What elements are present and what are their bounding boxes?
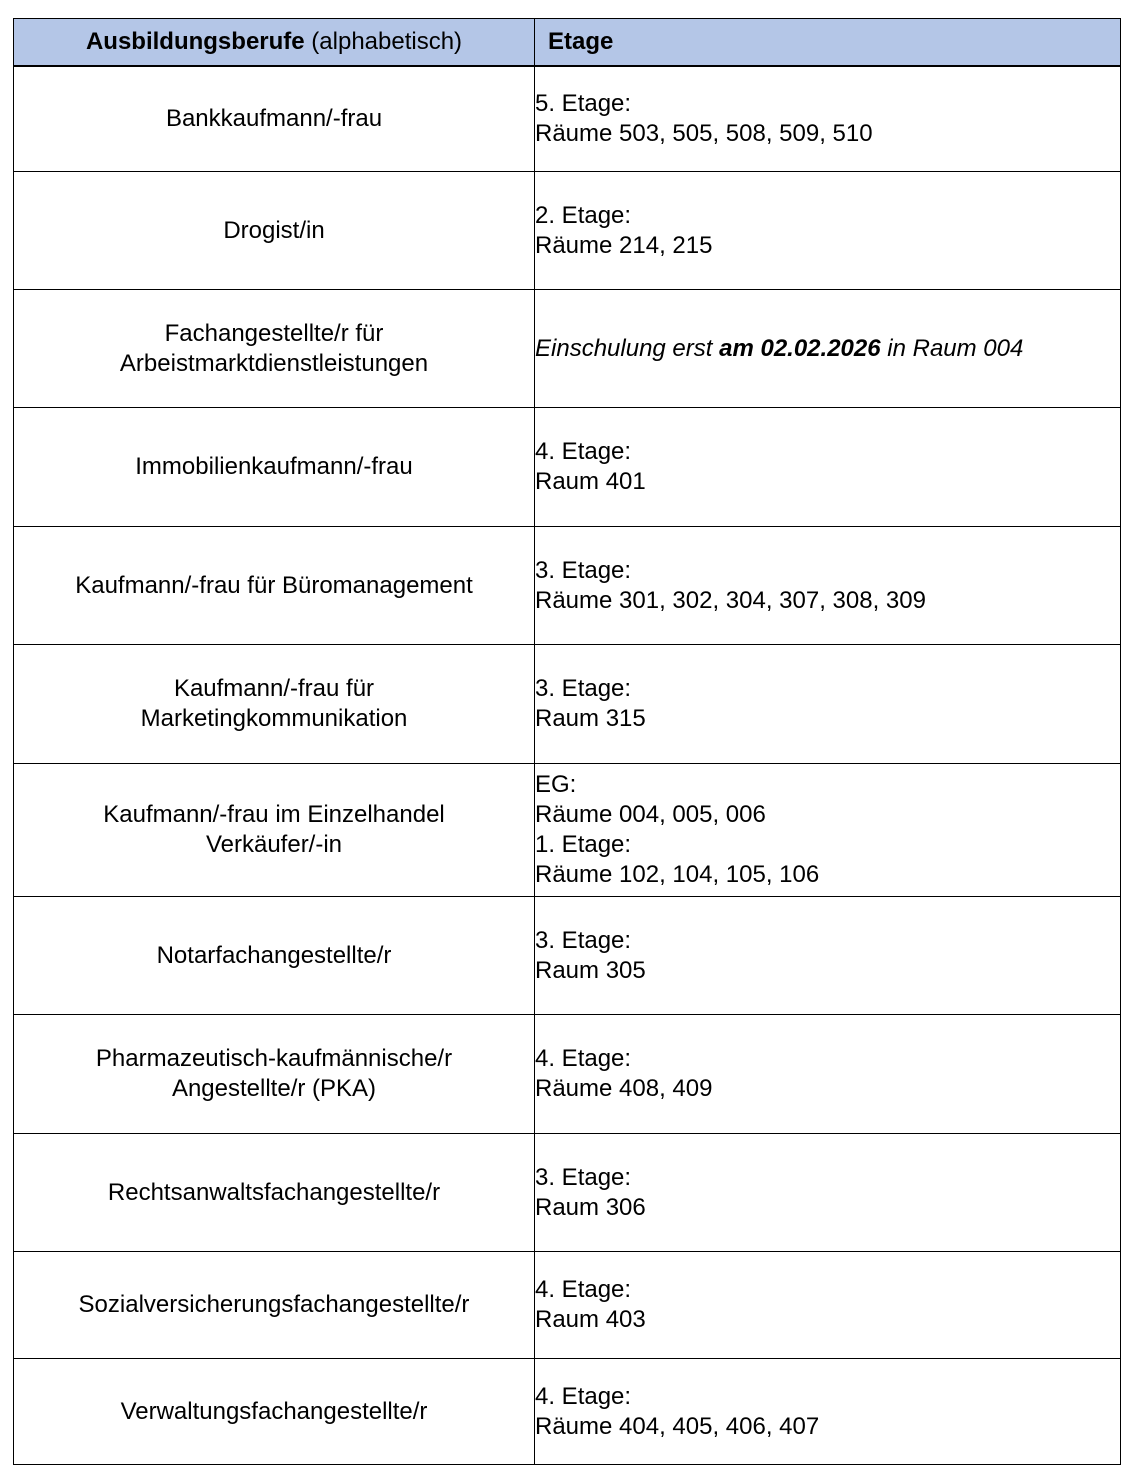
cell-ausbildungsberuf <box>14 764 535 897</box>
cell-ausbildungsberuf <box>14 1015 535 1134</box>
cell-ausbildungsberuf <box>14 172 535 290</box>
table-row <box>14 66 1121 172</box>
cell-etage <box>535 66 1121 172</box>
etage-line: 4. Etage: <box>535 1276 632 1303</box>
note-date: am 02.02.2026 <box>719 334 881 362</box>
cell-ausbildungsberuf <box>14 408 535 527</box>
table-row <box>14 1359 1121 1465</box>
etage-line: Räume 503, 505, 508, 509, 510 <box>535 119 873 147</box>
etage-line: 4. Etage: <box>535 1045 632 1072</box>
cell-etage <box>535 1359 1121 1465</box>
table-row <box>14 408 1121 527</box>
cell-etage <box>535 1252 1121 1359</box>
beruf-line: Arbeistmarktdienstleistungen <box>119 349 429 377</box>
header-etage: Etage <box>535 19 1121 66</box>
cell-etage <box>535 172 1121 290</box>
cell-ausbildungsberuf <box>14 1252 535 1359</box>
table-row <box>14 1015 1121 1134</box>
cell-etage <box>535 408 1121 527</box>
etage-line: 2. Etage: <box>535 201 632 229</box>
cell-ausbildungsberuf <box>14 897 535 1015</box>
beruf-line: Angestellte/r (PKA) <box>171 1075 377 1102</box>
etage-line: Raum 403 <box>535 1306 646 1333</box>
etage-line: Räume 214, 215 <box>535 231 713 259</box>
etage-line: 3. Etage: <box>535 1163 632 1191</box>
beruf-line: Drogist/in <box>223 216 325 244</box>
beruf-line: Bankkaufmann/-frau <box>165 104 383 132</box>
table-row <box>14 290 1121 408</box>
etage-line: 1. Etage: <box>535 831 632 858</box>
table-row <box>14 897 1121 1015</box>
beruf-line: Pharmazeutisch-kaufmännische/r <box>95 1045 453 1072</box>
cell-etage <box>535 764 1121 897</box>
etage-line: 3. Etage: <box>535 926 632 954</box>
beruf-line: Notarfachangestellte/r <box>156 941 392 969</box>
etage-line: Raum 315 <box>535 705 646 732</box>
header-ausbildungsberufe-label: Ausbildungsberufe <box>85 27 305 55</box>
beruf-line: Verwaltungsfachangestellte/r <box>120 1397 428 1425</box>
cell-ausbildungsberuf <box>14 1359 535 1465</box>
header-ausbildungsberufe-suffix: (alphabetisch) <box>304 27 463 55</box>
beruf-line: Sozialversicherungsfachangestellte/r <box>78 1291 470 1318</box>
etage-line: 5. Etage: <box>535 89 632 117</box>
cell-ausbildungsberuf <box>14 290 535 408</box>
note-text-before: Einschulung erst <box>535 334 720 362</box>
beruf-line: Kaufmann/-frau für Büromanagement <box>75 571 473 599</box>
beruf-line: Verkäufer/-in <box>205 831 343 858</box>
etage-line: Räume 004, 005, 006 <box>535 801 766 828</box>
cell-ausbildungsberuf <box>14 645 535 764</box>
etage-line: Räume 102, 104, 105, 106 <box>535 861 820 888</box>
etage-line: Raum 401 <box>535 468 646 495</box>
cell-etage <box>535 897 1121 1015</box>
table-header-row <box>14 19 1121 66</box>
table-row <box>14 1252 1121 1359</box>
cell-etage <box>535 1134 1121 1252</box>
etage-line: 4. Etage: <box>535 438 632 465</box>
etage-line: Raum 305 <box>535 956 646 984</box>
etage-line: 3. Etage: <box>535 675 632 702</box>
etage-line: 3. Etage: <box>535 556 632 584</box>
table-row <box>14 527 1121 645</box>
beruf-line: Rechtsanwaltsfachangestellte/r <box>107 1178 441 1206</box>
beruf-line: Kaufmann/-frau für <box>173 675 375 702</box>
etage-line: Räume 301, 302, 304, 307, 308, 309 <box>535 586 926 614</box>
beruf-line: Fachangestellte/r für <box>164 319 384 347</box>
etage-line: 4. Etage: <box>535 1382 632 1410</box>
beruf-line: Kaufmann/-frau im Einzelhandel <box>103 801 445 828</box>
etage-line: Raum 306 <box>535 1193 646 1221</box>
cell-etage <box>535 527 1121 645</box>
header-ausbildungsberufe <box>14 19 535 66</box>
beruf-line: Marketingkommunikation <box>140 705 408 732</box>
table-row <box>14 764 1121 897</box>
cell-etage-note <box>535 290 1121 408</box>
cell-etage <box>535 645 1121 764</box>
table-body <box>14 66 1121 1465</box>
note-text-after: in Raum 004 <box>880 334 1024 362</box>
cell-ausbildungsberuf <box>14 527 535 645</box>
table-row <box>14 645 1121 764</box>
etage-line: Räume 408, 409 <box>535 1075 713 1102</box>
cell-etage <box>535 1015 1121 1134</box>
cell-ausbildungsberuf <box>14 1134 535 1252</box>
cell-ausbildungsberuf <box>14 66 535 172</box>
table-row <box>14 1134 1121 1252</box>
table-row <box>14 172 1121 290</box>
etage-line: EG: <box>535 771 577 798</box>
etage-line: Räume 404, 405, 406, 407 <box>535 1412 820 1440</box>
beruf-line: Immobilienkaufmann/-frau <box>135 453 413 480</box>
training-room-table <box>13 18 1121 1465</box>
